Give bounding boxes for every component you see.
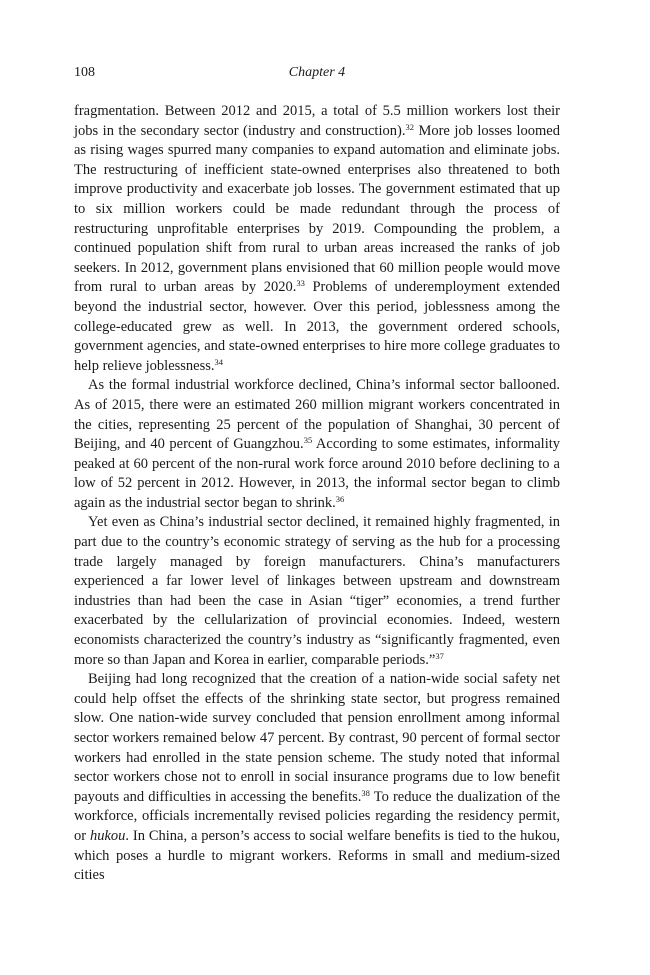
running-head: Chapter 4 (288, 65, 346, 80)
paragraph (74, 513, 560, 670)
text-run: fragmentation. Between 2012 and 2015, a total of 5.5 million workers lost their jobs in the secondary sector (industry and construction). (74, 103, 560, 139)
text-run: More job losses loomed as rising wages spurred many companies to expand automation and eliminate jobs. The restructuring of inefficient state-owned enterprises also threatened to both improve productivity and exacerbate job losses. The government estimated that up to six million workers could be made redundant through the process of restructuring unprofitable enterprises by 2019. Compounding the problem, a continued population shift from rural to urban areas increased the ranks of job seekers. In 2012, government plans envisioned that 60 million people would move from rural to urban areas by 2020. (74, 122, 560, 296)
footnote-marker: 37 (435, 650, 444, 661)
paragraph (74, 102, 560, 376)
footnote-marker: 38 (361, 787, 370, 798)
italic-term: hukou (89, 827, 126, 844)
footnote-marker: 34 (214, 356, 224, 367)
text-run: As the formal industrial workforce declined, China’s informal sector ballooned. As of 2015, there were an estimated 260 million migrant workers concentrated in the cities, representing 25 percent of the population of Shanghai, 30 percent of Beijing, and 40 percent of Guangzhou. (74, 377, 560, 453)
text-run: According to some estimates, informality peaked at 60 percent of the non-rural work force around 2010 before declining to a low of 52 percent in 2012. However, in 2013, the informal sector began to climb again as the industrial sector began to shrink. (74, 436, 561, 511)
text-run: . In China, a person’s access to social welfare benefits is tied to the hukou, which poses a hurdle to migrant workers. Reforms in small and medium-sized cities (74, 827, 560, 884)
text-run: Beijing had long recognized that the creation of a nation-wide social safety net could help offset the effects of the shrinking state sector, but progress remained slow. One nation-wide survey concluded that pension enrollment among informal sector workers remained below 47 percent. By contrast, 90 percent of formal sector workers had enrolled in the state pension scheme. The study noted that informal sector workers chose not to enroll in social insurance programs due to low benefit payouts and difficulties in accessing the benefits. (74, 671, 560, 805)
page-header (74, 62, 560, 84)
footnote-marker: 36 (335, 493, 345, 504)
footnote-marker: 33 (296, 278, 305, 289)
footnote-marker: 32 (405, 121, 414, 132)
book-page (74, 62, 560, 886)
paragraph (74, 670, 560, 886)
page-number: 108 (74, 65, 95, 80)
paragraph (74, 376, 560, 513)
text-run: To reduce the dualization of the workforce, officials incrementally revised policies regarding the residency permit, or (74, 788, 560, 844)
footnote-marker: 35 (303, 435, 313, 446)
body-text (74, 102, 560, 886)
text-run: Problems of underemployment extended beyond the industrial sector, however. Over this period, joblessness among the college-educated grew as well. In 2013, the government ordered schools, government agencies, and state-owned enterprises to hire more college graduates to help relieve joblessness. (74, 279, 560, 374)
text-run: Yet even as China’s industrial sector declined, it remained highly fragmented, in part due to the country’s economic strategy of serving as the hub for a processing trade largely managed by foreign manufacturers. China’s manufacturers experienced a far lower level of linkages between upstream and downstream industries than had been the case in Asian “tiger” economies, a trend further exacerbated by the cellularization of provincial economies. Indeed, western economists characterized the country’s industry as “significantly fragmented, even more so than Japan and Korea in earlier, comparable periods.” (74, 514, 560, 668)
